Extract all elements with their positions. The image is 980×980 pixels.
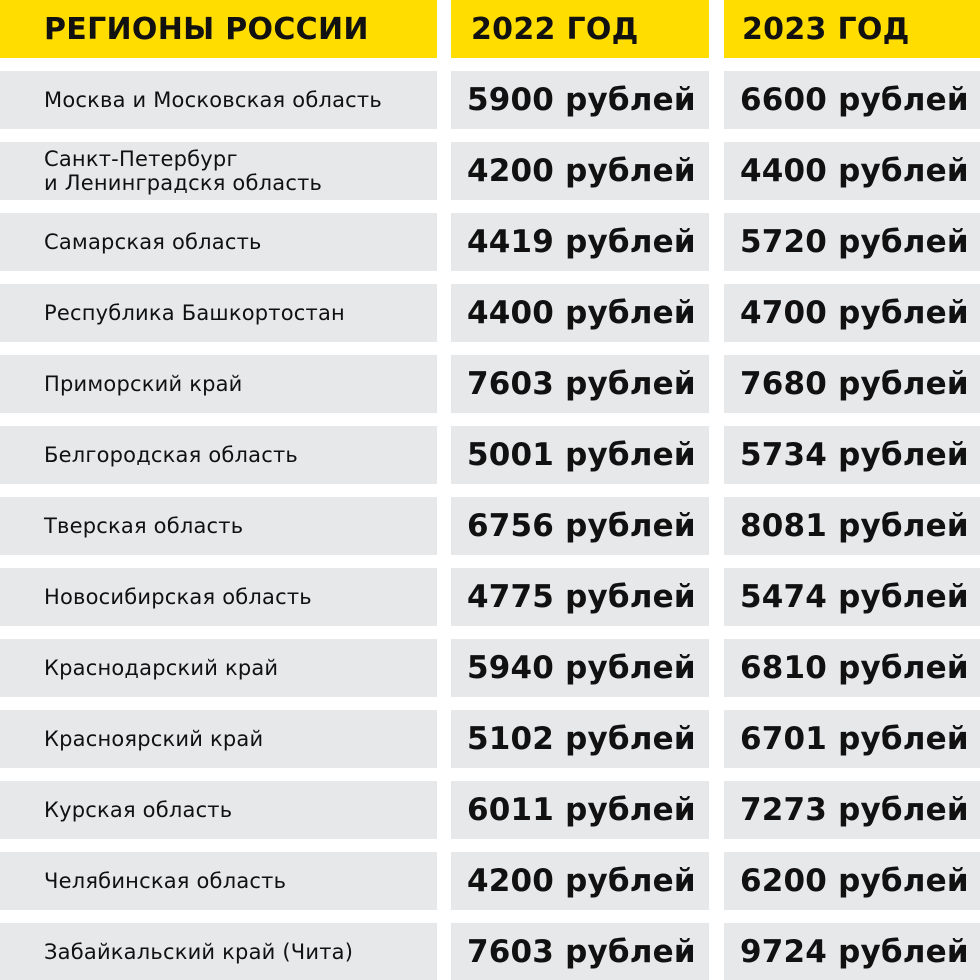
- region-cell: Белгородская область: [0, 426, 437, 484]
- table-header: [0, 0, 980, 58]
- price-2023-cell: 5474 рублей: [724, 568, 980, 626]
- price-2023-cell: 5720 рублей: [724, 213, 980, 271]
- region-cell: Самарская область: [0, 213, 437, 271]
- price-2022-cell: 5900 рублей: [451, 71, 709, 129]
- table-row: [0, 142, 980, 200]
- price-2022-cell: 4200 рублей: [451, 852, 709, 910]
- price-2022-cell: 6756 рублей: [451, 497, 709, 555]
- header-year-2022: 2022 ГОД: [451, 0, 709, 58]
- price-2022-cell: 5102 рублей: [451, 710, 709, 768]
- price-2022-cell: 5940 рублей: [451, 639, 709, 697]
- region-cell: Красноярский край: [0, 710, 437, 768]
- table-row: [0, 71, 980, 129]
- table-row: [0, 710, 980, 768]
- price-2023-cell: 7680 рублей: [724, 355, 980, 413]
- price-2022-cell: 4419 рублей: [451, 213, 709, 271]
- region-cell: Санкт-Петербург и Ленинградскя область: [0, 142, 437, 200]
- price-2023-cell: 6810 рублей: [724, 639, 980, 697]
- price-2022-cell: 4200 рублей: [451, 142, 709, 200]
- table-row: [0, 639, 980, 697]
- price-2023-cell: 4400 рублей: [724, 142, 980, 200]
- table-row: [0, 497, 980, 555]
- price-2022-cell: 4400 рублей: [451, 284, 709, 342]
- table-row: [0, 781, 980, 839]
- price-2023-cell: 6200 рублей: [724, 852, 980, 910]
- price-2022-cell: 4775 рублей: [451, 568, 709, 626]
- price-2023-cell: 7273 рублей: [724, 781, 980, 839]
- table-row: [0, 568, 980, 626]
- region-cell: Курская область: [0, 781, 437, 839]
- table-row: [0, 284, 980, 342]
- table-row: [0, 213, 980, 271]
- header-year-2023: 2023 ГОД: [724, 0, 980, 58]
- region-cell: Республика Башкортостан: [0, 284, 437, 342]
- header-region: РЕГИОНЫ РОССИИ: [0, 0, 437, 58]
- price-2022-cell: 6011 рублей: [451, 781, 709, 839]
- table-row: [0, 852, 980, 910]
- table-row: [0, 923, 980, 980]
- region-cell: Челябинская область: [0, 852, 437, 910]
- price-2023-cell: 5734 рублей: [724, 426, 980, 484]
- region-cell: Забайкальский край (Чита): [0, 923, 437, 980]
- price-2022-cell: 7603 рублей: [451, 355, 709, 413]
- price-2023-cell: 4700 рублей: [724, 284, 980, 342]
- region-cell: Москва и Московская область: [0, 71, 437, 129]
- region-cell: Краснодарский край: [0, 639, 437, 697]
- price-2022-cell: 7603 рублей: [451, 923, 709, 980]
- price-2023-cell: 6600 рублей: [724, 71, 980, 129]
- table-row: [0, 426, 980, 484]
- region-cell: Приморский край: [0, 355, 437, 413]
- price-2022-cell: 5001 рублей: [451, 426, 709, 484]
- region-cell: Тверская область: [0, 497, 437, 555]
- table-row: [0, 355, 980, 413]
- price-2023-cell: 6701 рублей: [724, 710, 980, 768]
- price-2023-cell: 9724 рублей: [724, 923, 980, 980]
- region-cell: Новосибирская область: [0, 568, 437, 626]
- price-2023-cell: 8081 рублей: [724, 497, 980, 555]
